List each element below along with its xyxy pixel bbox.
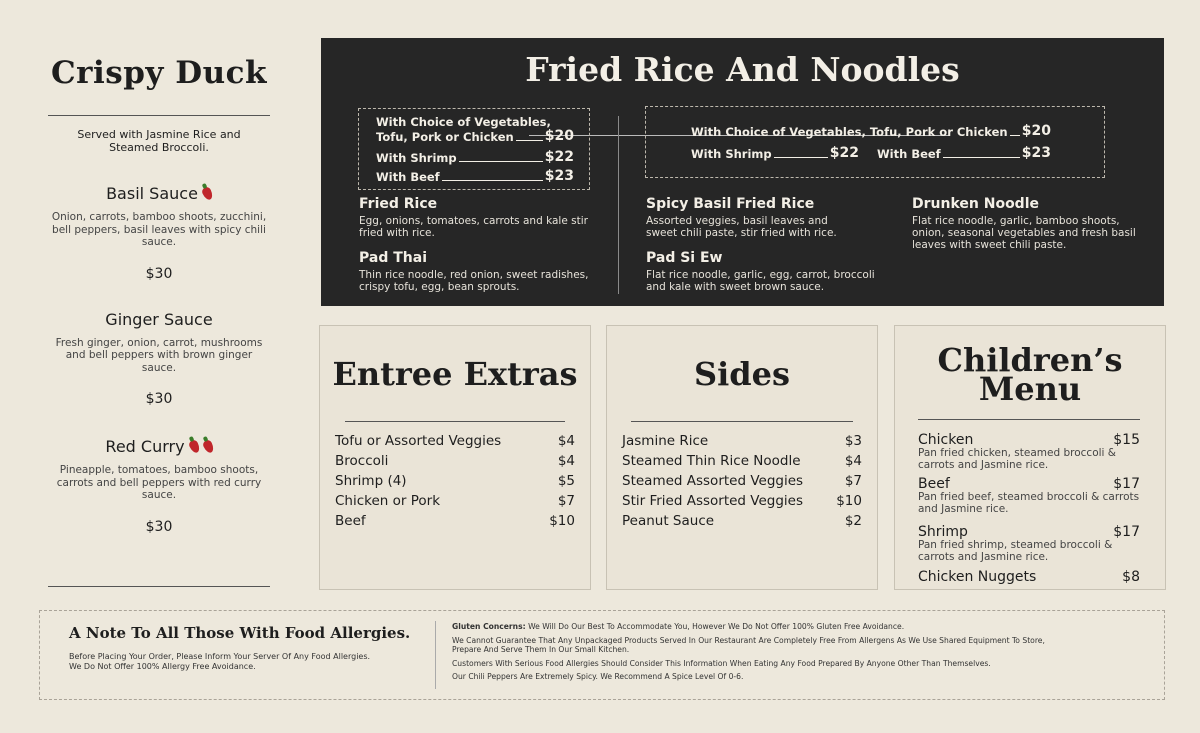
item-desc: Pan fried shrimp, steamed broccoli & carrots and Jasmine rice.	[918, 539, 1113, 563]
item-desc: Thin rice noodle, red onion, sweet radishes, crispy tofu, egg, bean sprouts.	[359, 269, 589, 293]
chili-pepper-icon	[187, 439, 201, 455]
price-value: $23	[544, 168, 574, 184]
item-name: Beef	[918, 476, 950, 492]
childrens-menu-title-line2: Menu	[978, 370, 1082, 408]
item-name: Steamed Thin Rice Noodle	[622, 453, 801, 469]
list-item	[335, 473, 575, 489]
allergy-note-section	[39, 610, 1165, 700]
list-item	[335, 433, 575, 449]
list-item	[918, 476, 1140, 515]
price-label: With Beef	[376, 170, 440, 184]
duck-item-basil	[40, 184, 278, 282]
item-name: Fried Rice	[359, 196, 438, 212]
item-name: Chicken	[918, 432, 974, 448]
item-name: Pad Si Ew	[646, 250, 723, 266]
menu-item	[912, 196, 1137, 251]
item-name: Tofu or Assorted Veggies	[335, 433, 502, 449]
price-value: $22	[829, 145, 859, 161]
item-price: $17	[1113, 524, 1140, 540]
crispy-duck-title: Crispy Duck	[51, 55, 267, 91]
item-name: Steamed Assorted Veggies	[622, 473, 804, 489]
duck-item-desc: Pineapple, tomatoes, bamboo shoots, carrots and bell peppers with red curry sauce.	[56, 464, 262, 501]
fried-rice-title: Fried Rice And Noodles	[525, 50, 960, 89]
allergy-text: Customers With Serious Food Allergies Should Consider This Information When Eating Any Food Prepared By Anyone Other Than Themselves.	[452, 658, 991, 668]
menu-item	[646, 250, 876, 293]
price-label: With Shrimp	[376, 151, 457, 165]
duck-item-name: Red Curry	[105, 437, 185, 456]
list-item	[335, 493, 575, 509]
duck-item-name: Basil Sauce	[106, 184, 198, 203]
item-price: $10	[836, 493, 862, 509]
price-box-right	[645, 106, 1105, 178]
item-price: $7	[557, 493, 575, 509]
price-value: $20	[544, 128, 574, 144]
item-desc: Assorted veggies, basil leaves and sweet chili paste, stir fried with rice.	[646, 215, 837, 239]
childrens-menu-title-line1: Children’s	[937, 341, 1123, 379]
duck-item-red-curry	[40, 437, 278, 535]
gluten-text: We Will Do Our Best To Accommodate You, However We Do Not Offer 100% Gluten Free Avoidance.	[528, 622, 905, 631]
item-name: Chicken or Pork	[335, 493, 441, 509]
duck-item-name: Ginger Sauce	[105, 309, 213, 329]
chili-pepper-icon	[201, 439, 215, 455]
price-value: $22	[544, 149, 574, 165]
fried-rice-noodles-section	[321, 38, 1164, 306]
divider	[345, 421, 565, 422]
item-name: Shrimp (4)	[335, 473, 407, 489]
price-label: With Shrimp	[691, 147, 772, 161]
crispy-duck-section	[40, 40, 278, 600]
list-item	[918, 569, 1140, 585]
list-item	[918, 432, 1140, 471]
list-item	[622, 473, 862, 489]
divider	[48, 586, 270, 587]
item-price: $3	[844, 433, 862, 449]
list-item	[335, 513, 575, 529]
item-name: Spicy Basil Fried Rice	[646, 196, 815, 212]
list-item	[622, 453, 862, 469]
item-price: $4	[557, 453, 575, 469]
allergy-note-text: We Do Not Offer 100% Allergy Free Avoidance.	[69, 662, 256, 671]
allergy-text: We Cannot Guarantee That Any Unpackaged Products Served In Our Restaurant Are Completely Free From Allergens As We Use Shared Equipment To Store,	[452, 635, 1045, 645]
childrens-menu-section	[894, 325, 1166, 590]
chili-pepper-icon	[201, 186, 215, 202]
duck-item-ginger	[40, 310, 278, 408]
duck-item-price: $30	[145, 391, 173, 407]
duck-item-price: $30	[145, 265, 173, 282]
list-item	[335, 453, 575, 469]
item-desc: Pan fried beef, steamed broccoli & carrots and Jasmine rice.	[918, 491, 1140, 515]
item-price: $8	[1122, 569, 1140, 585]
item-price: $4	[557, 433, 575, 449]
price-label: Tofu, Pork or Chicken	[376, 130, 514, 144]
sides-title: Sides	[693, 355, 790, 393]
duck-item-desc: Fresh ginger, onion, carrot, mushrooms and bell peppers with brown ginger sauce.	[55, 336, 263, 374]
sides-section	[606, 325, 878, 590]
menu-item	[359, 196, 589, 239]
price-label: With Choice of Vegetables, Tofu, Pork or Chicken	[691, 125, 1008, 139]
crispy-duck-served-note: Served with Jasmine Rice and Steamed Broccoli.	[77, 128, 241, 154]
duck-item-desc: Onion, carrots, bamboo shoots, zucchini, bell peppers, basil leaves with spicy chili sauce.	[51, 211, 267, 248]
item-desc: Flat rice noodle, garlic, egg, carrot, broccoli and kale with sweet brown sauce.	[646, 269, 875, 293]
item-price: $4	[844, 453, 862, 469]
item-name: Stir Fried Assorted Veggies	[622, 493, 803, 509]
divider	[618, 116, 619, 294]
divider	[48, 115, 270, 116]
price-label: With Choice of Vegetables,	[376, 115, 551, 129]
item-price: $7	[844, 473, 862, 489]
list-item	[918, 524, 1140, 563]
item-price: $2	[844, 513, 862, 529]
duck-item-price: $30	[145, 518, 173, 535]
item-name: Peanut Sauce	[622, 513, 715, 529]
item-name: Shrimp	[918, 524, 968, 540]
divider	[631, 421, 853, 422]
list-item	[622, 493, 862, 509]
divider	[918, 419, 1140, 420]
item-price: $10	[549, 513, 575, 529]
item-name: Chicken Nuggets	[918, 569, 1037, 585]
list-item	[622, 433, 862, 449]
price-value: $23	[1021, 145, 1051, 161]
allergy-note-title: A Note To All Those With Food Allergies.	[69, 624, 411, 642]
item-price: $15	[1113, 432, 1140, 448]
price-label: With Beef	[877, 147, 941, 161]
price-value: $20	[1021, 123, 1051, 139]
item-name: Pad Thai	[359, 250, 427, 266]
menu-item	[359, 250, 599, 293]
item-name: Beef	[335, 513, 366, 529]
item-price: $5	[557, 473, 575, 489]
item-price: $17	[1113, 476, 1140, 492]
divider	[435, 621, 436, 689]
item-name: Broccoli	[335, 453, 389, 469]
entree-extras-section	[319, 325, 591, 590]
allergy-text: Our Chili Peppers Are Extremely Spicy. We Recommend A Spice Level Of 0-6.	[452, 672, 744, 681]
allergy-text: Prepare And Serve Them In Our Small Kitchen.	[452, 645, 630, 654]
allergy-note-text: Before Placing Your Order, Please Inform Your Server Of Any Food Allergies.	[69, 652, 371, 661]
item-name: Jasmine Rice	[622, 433, 709, 449]
menu-item	[646, 196, 846, 239]
gluten-label: Gluten Concerns:	[452, 622, 526, 631]
item-desc: Egg, onions, tomatoes, carrots and kale stir fried with rice.	[359, 215, 588, 239]
item-desc: Flat rice noodle, garlic, bamboo shoots, onion, seasonal vegetables and fresh basil leaves with sweet chili paste.	[912, 215, 1136, 251]
entree-extras-title: Entree Extras	[332, 355, 578, 393]
price-box-left	[358, 108, 590, 190]
item-name: Drunken Noodle	[912, 196, 1039, 212]
list-item	[622, 513, 862, 529]
item-desc: Pan fried chicken, steamed broccoli & carrots and Jasmine rice.	[918, 447, 1116, 471]
